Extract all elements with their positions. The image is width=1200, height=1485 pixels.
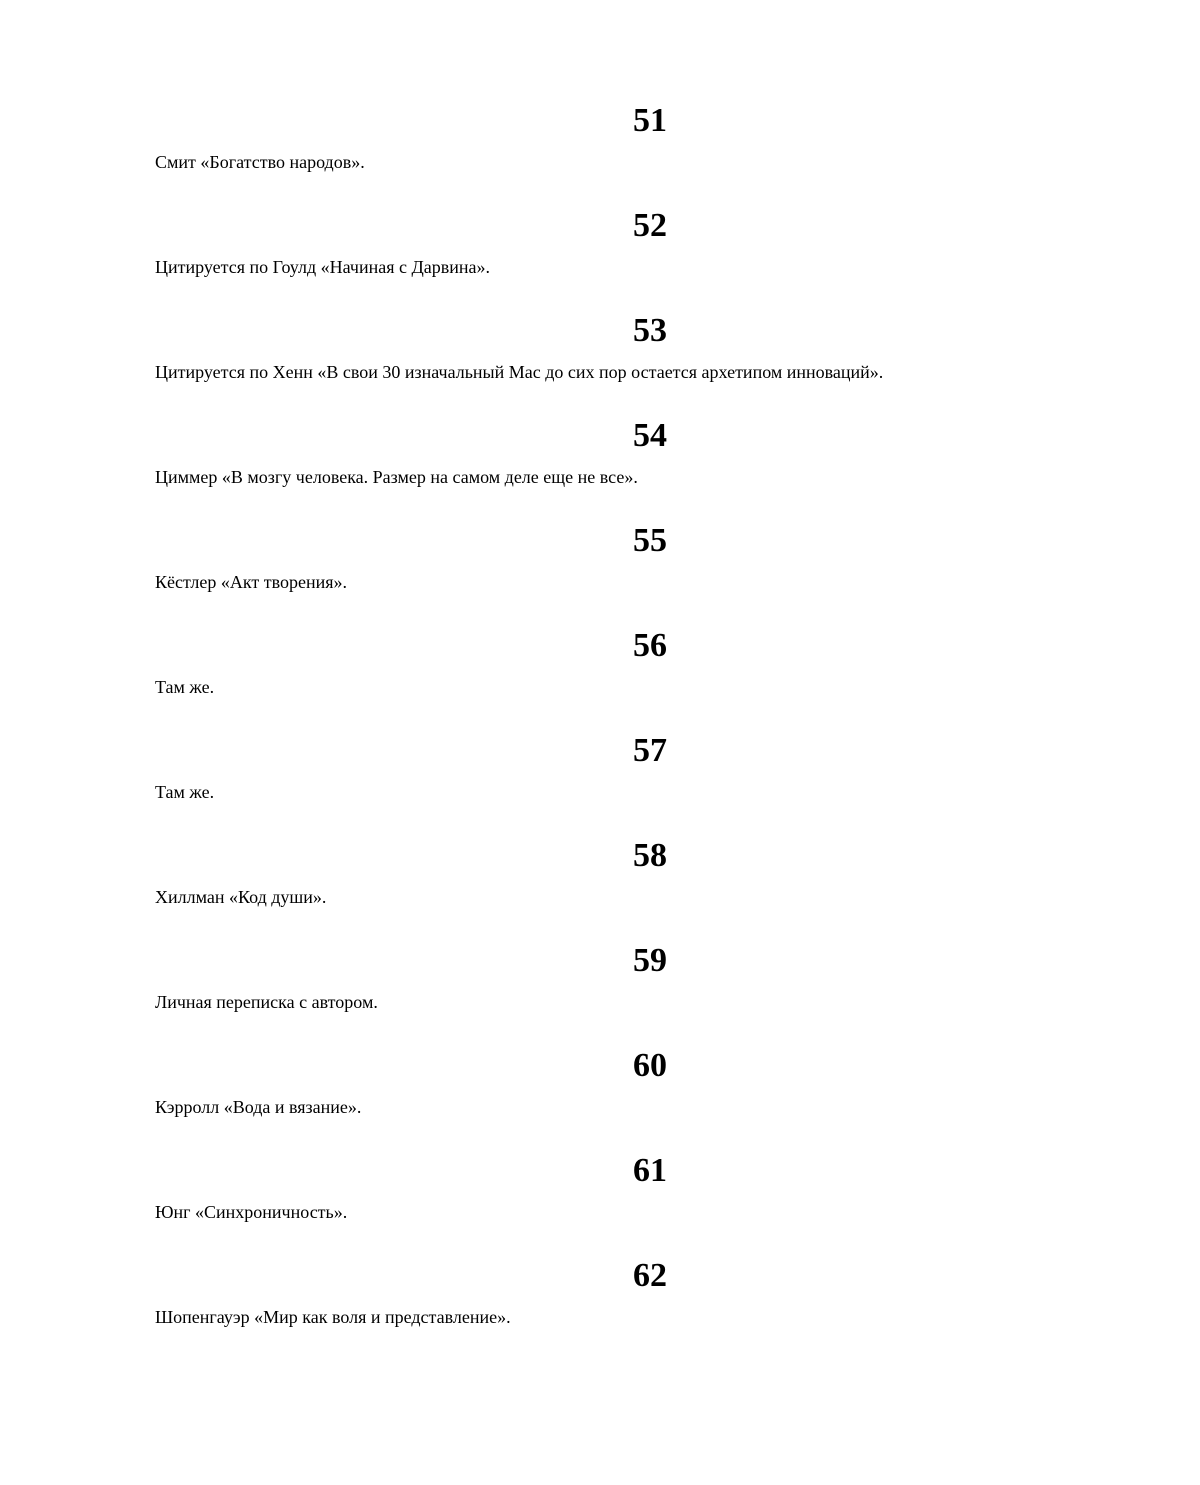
note-number: 57 <box>633 732 667 769</box>
note-number: 53 <box>633 312 667 349</box>
note-text: Циммер «В мозгу человека. Размер на самом деле еще не все». <box>155 467 638 487</box>
note-text: Личная переписка с автором. <box>155 992 378 1012</box>
note-number: 61 <box>633 1152 667 1189</box>
note-number: 51 <box>633 102 667 139</box>
note-text: Там же. <box>155 677 215 697</box>
note-number: 59 <box>633 942 667 979</box>
note-text: Юнг «Синхроничность». <box>155 1202 348 1222</box>
note-text: Хиллман «Код души». <box>155 887 327 907</box>
note-number: 55 <box>633 522 667 559</box>
note-text: Шопенгауэр «Мир как воля и представление». <box>155 1307 511 1327</box>
note-text: Кёстлер «Акт творения». <box>155 572 348 592</box>
note-number: 60 <box>633 1047 667 1084</box>
note-number: 52 <box>633 207 667 244</box>
note-number: 58 <box>633 837 667 874</box>
note-number: 56 <box>633 627 667 664</box>
note-text: Смит «Богатство народов». <box>155 152 365 172</box>
note-number: 62 <box>633 1257 667 1294</box>
note-number: 54 <box>633 417 667 454</box>
note-text: Цитируется по Хенн «В свои 30 изначальный Мас до сих пор остается архетипом инноваций». <box>155 362 884 382</box>
note-text: Там же. <box>155 782 215 802</box>
note-text: Кэрролл «Вода и вязание». <box>155 1097 362 1117</box>
note-text: Цитируется по Гоулд «Начиная с Дарвина». <box>155 257 490 277</box>
